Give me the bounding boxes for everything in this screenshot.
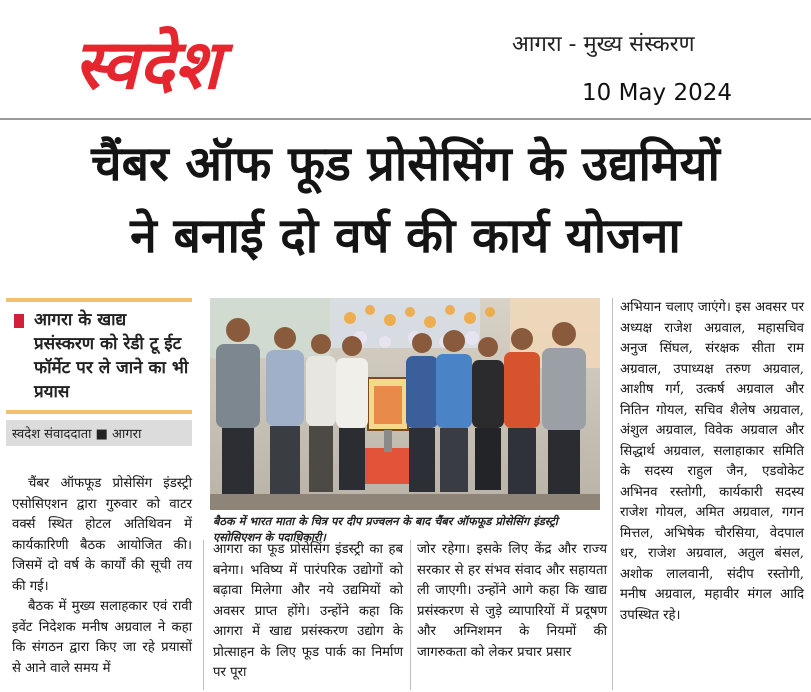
headline-line-1: चैंबर ऑफ फूड प्रोसेसिंग के उद्यमियों xyxy=(91,136,720,192)
masthead xyxy=(0,0,811,112)
kicker-bottom-bar xyxy=(6,410,192,414)
headline xyxy=(0,128,811,272)
article-column-2 xyxy=(213,540,403,684)
masthead-divider xyxy=(0,118,811,120)
column-divider xyxy=(612,298,613,690)
article-column-4 xyxy=(620,298,804,626)
logo-wordmark: स्वदेश xyxy=(74,26,221,102)
edition-label: आगरा - मुख्य संस्करण xyxy=(512,32,695,57)
column-divider xyxy=(203,540,204,690)
kicker xyxy=(6,302,192,410)
column-divider xyxy=(410,540,411,690)
kicker-box xyxy=(6,298,192,446)
kicker-bullet-icon xyxy=(14,314,24,328)
photo-caption: बैठक में भारत माता के चित्र पर दीप प्रज्वलन के बाद चैंबर ऑफफूड प्रोसेसिंग इंडस्ट्री एसोसिएशन के पदाधिकारी। xyxy=(213,515,558,544)
paragraph: अभियान चलाए जाएंगे। इस अवसर पर अध्यक्ष राजेश अग्रवाल, महासचिव अनुज सिंघल, संरक्षक सीता राम अग्रवाल, उपाध्यक्ष तरुण अग्रवाल, आशीष गर्ग, उत्कर्ष अग्रवाल और नितिन गोयल, सचिव शैलेष अग्रवाल, अंशुल अग्रवाल, विवेक अग्रवाल और सिद्धार्थ अग्रवाल, सलाहाकार समिति के सदस्य राहुल जैन, एडवोकेट अभिनव रस्तोगी, कार्यकारी सदस्य राजेश गोयल, अमित अग्रवाल, गगन मित्तल, अभिषेक चौरसिया, वेदपाल धर, राजेश अग्रवाल, अतुल बंसल, अशोक लालवानी, संदीप रस्तोगी, मनीष अग्रवाल, महावीर मंगल आदि उपस्थित रहे। xyxy=(620,300,804,623)
newspaper-logo xyxy=(70,22,410,102)
paragraph: आगरा का फूड प्रोसेसिंग इंडस्ट्री का हब बनेगा। भविष्य में पारंपरिक उद्योगों को बढ़ावा मिलेगा और नये उद्यमियों को अवसर प्राप्त होंगे। उन्होंने कहा कि आगरा में खाद्य प्रसंस्करण उद्योग के प्रोत्साहन के लिए फूड पार्क का निर्माण पर पूरा xyxy=(213,542,403,680)
paragraph: बैठक में मुख्य सलाहकार एवं रावी इवेंट निदेशक मनीष अग्रवाल ने कहा कि संगठन द्वारा किए जा रहे प्रयासों से आने वाले समय में xyxy=(12,599,192,676)
article-photo xyxy=(210,298,600,510)
headline-line-2: ने बनाई दो वर्ष की कार्य योजना xyxy=(130,208,681,264)
article-column-3 xyxy=(417,540,607,663)
paragraph: जोर रहेगा। इसके लिए केंद्र और राज्य सरकार से हर संभव संवाद और सहायता ली जाएगी। उन्होंने आगे कहा कि खाद्य प्रसंस्करण से जुड़े व्यापारियों में प्रदूषण और अग्निशमन के नियमों की जागरुकता को लेकर प्रचार प्रसार xyxy=(417,542,607,660)
article-column-1 xyxy=(12,474,192,679)
publication-date: 10 May 2024 xyxy=(582,80,732,106)
kicker-text: आगरा के खाद्य प्रसंस्करण को रेडी टू ईट फॉर्मेट पर ले जाने का भी प्रयास xyxy=(34,310,189,402)
paragraph: चैंबर ऑफफूड प्रोसेसिंग इंडस्ट्री एसोसिएशन द्वारा गुरुवार को वाटर वर्क्स स्थित होटल अतिथिवन में कार्यकारिणी बैठक आयोजित की। जिसमें दो वर्ष के कार्यों की सूची तय की गई। xyxy=(12,476,192,594)
byline: स्वदेश संवाददाता ■ आगरा xyxy=(6,420,192,446)
